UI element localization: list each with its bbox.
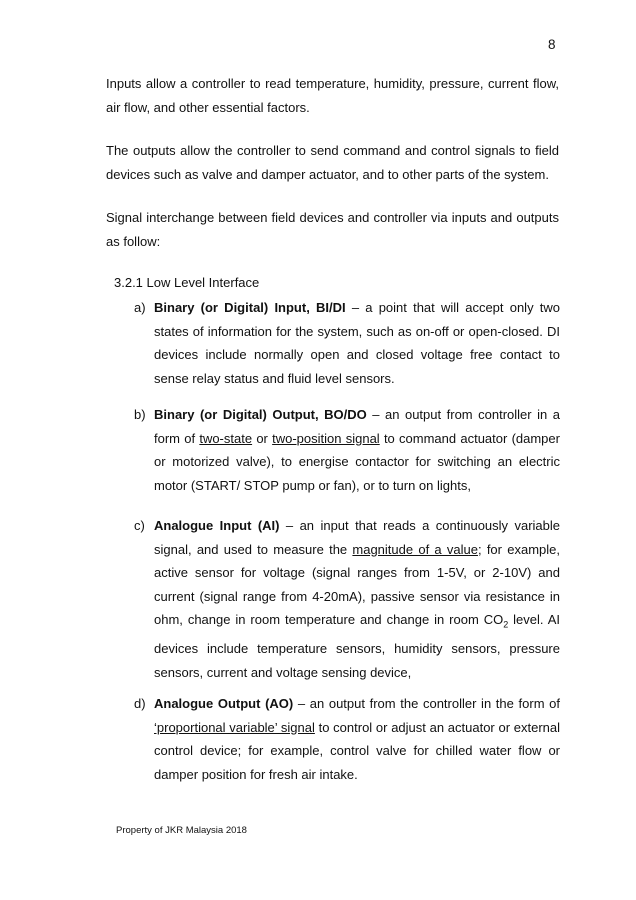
- underlined-term: ‘proportional variable’ signal: [154, 719, 315, 735]
- underlined-term: two-position signal: [272, 430, 380, 446]
- subscript: 2: [503, 619, 509, 630]
- item-text: to command actuator (damper or motorized valve), to energise contactor for switching an electric motor (START/ STOP pump or fan), or to turn on lights,: [154, 430, 560, 493]
- item-body: [154, 296, 560, 390]
- list-item-binary-input: [134, 296, 560, 390]
- item-letter: a): [134, 300, 146, 315]
- item-text: or: [252, 430, 273, 446]
- intro-paragraph-inputs: Inputs allow a controller to read temperature, humidity, pressure, current flow, air flow, and other essential factors.: [106, 76, 559, 115]
- item-letter: b): [134, 407, 146, 422]
- list-item-analogue-output: [134, 692, 560, 786]
- item-text: – a point that will accept only two states of information for the system, such as on-off or open-closed. DI devices include normally open and closed voltage free contact to sense relay status and fluid level sensors.: [154, 300, 560, 386]
- item-text: – an output from controller in a form of: [154, 407, 560, 446]
- item-body: [154, 403, 560, 497]
- item-letter: d): [134, 696, 146, 711]
- item-term: Binary (or Digital) Output, BO/DO: [154, 407, 367, 422]
- item-term: Analogue Output (AO): [154, 696, 294, 711]
- item-letter: c): [134, 518, 145, 533]
- item-term: Analogue Input (AI): [154, 518, 280, 533]
- list-item-binary-output: [134, 403, 560, 497]
- intro-paragraph-signal: Signal interchange between field devices and controller via inputs and outputs as follow:: [106, 210, 559, 249]
- item-term: Binary (or Digital) Input, BI/DI: [154, 300, 346, 315]
- item-text: ; for example, active sensor for voltage (signal ranges from 1-5V, or 2-10V) and current (signal range from 4-20mA), passive sensor via resistance in ohm, change in room temperature and change in room CO: [154, 541, 560, 627]
- intro-paragraph-outputs: The outputs allow the controller to send command and control signals to field devices such as valve and damper actuator, and to other parts of the system.: [106, 143, 559, 182]
- footer: Property of JKR Malaysia 2018: [116, 825, 247, 836]
- underlined-term: magnitude of a value: [352, 541, 478, 557]
- underlined-term: two-state: [199, 430, 253, 446]
- list-item-analogue-input: [134, 514, 560, 684]
- item-text: – an output from the controller in the form of: [293, 696, 560, 711]
- item-body: [154, 514, 560, 684]
- page-number: 8: [548, 37, 556, 52]
- item-text: level. AI devices include temperature sensors, humidity sensors, pressure sensors, current and voltage sensing device,: [154, 612, 561, 680]
- item-text: – an input that reads a continuously variable signal, and used to measure the: [154, 518, 560, 557]
- item-text: to control or adjust an actuator or external control device; for example, control valve for chilled water flow or damper position for fresh air intake.: [154, 719, 560, 782]
- section-heading: 3.2.1 Low Level Interface: [114, 275, 260, 290]
- item-body: [154, 692, 560, 786]
